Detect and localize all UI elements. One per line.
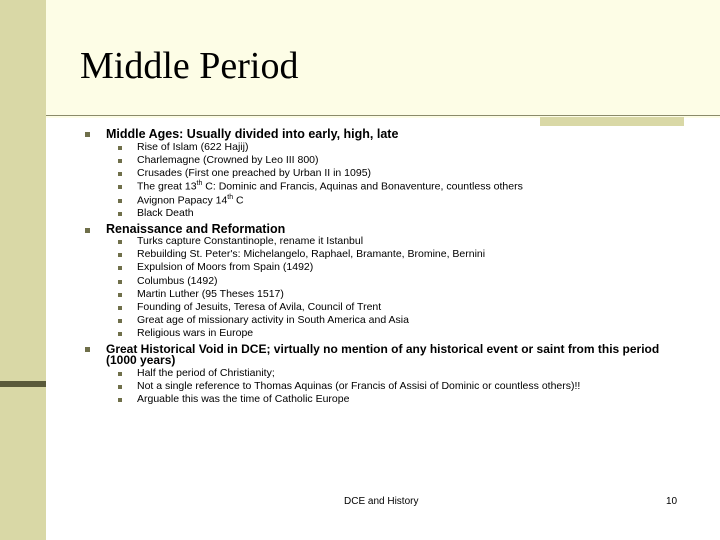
bullet-icon bbox=[118, 306, 122, 310]
bullet-icon bbox=[118, 240, 122, 244]
section-heading: Great Historical Void in DCE; virtually no mention of any historical event or saint from this period bbox=[106, 342, 660, 356]
slide-title: Middle Period bbox=[80, 45, 299, 87]
list-item: Avignon Papacy 14th C bbox=[137, 194, 244, 207]
bullet-icon bbox=[118, 385, 122, 389]
bullet-icon bbox=[118, 159, 122, 163]
section-heading: Renaissance and Reformation bbox=[106, 222, 286, 236]
list-item: Rise of Islam (622 Hajij) bbox=[137, 141, 249, 153]
bullet-icon bbox=[85, 228, 90, 233]
bullet-icon bbox=[118, 199, 122, 203]
bullet-icon bbox=[85, 347, 90, 352]
bullet-icon bbox=[118, 319, 122, 323]
list-item: Martin Luther (95 Theses 1517) bbox=[137, 288, 284, 300]
list-item: The great 13th C: Dominic and Francis, Aquinas and Bonaventure, countless others bbox=[137, 180, 523, 193]
list-item: Arguable this was the time of Catholic Europe bbox=[137, 393, 350, 405]
list-item: Turks capture Constantinople, rename it Istanbul bbox=[137, 235, 364, 247]
bullet-icon bbox=[118, 266, 122, 270]
bullet-icon bbox=[118, 293, 122, 297]
list-item: Rebuilding St. Peter's: Michelangelo, Raphael, Bramante, Bromine, Bernini bbox=[137, 248, 486, 260]
bullet-icon bbox=[118, 253, 122, 257]
bullet-icon bbox=[118, 372, 122, 376]
bullet-icon bbox=[118, 172, 122, 176]
section-heading: Middle Ages: Usually divided into early, high, late bbox=[106, 127, 399, 141]
list-item: Great age of missionary activity in South America and Asia bbox=[137, 314, 409, 326]
list-item: Religious wars in Europe bbox=[137, 327, 254, 339]
list-item: Half the period of Christianity; bbox=[137, 367, 275, 379]
bullet-icon bbox=[118, 185, 122, 189]
bullet-icon bbox=[118, 332, 122, 336]
list-item: Black Death bbox=[137, 207, 194, 219]
section-heading-continued: (1000 years) bbox=[106, 353, 176, 367]
list-item: Expulsion of Moors from Spain (1492) bbox=[137, 261, 314, 273]
list-item: Crusades (First one preached by Urban II in 1095) bbox=[137, 167, 372, 179]
bullet-icon bbox=[85, 132, 90, 137]
footer-text: DCE and History bbox=[344, 496, 419, 507]
bullet-icon bbox=[118, 212, 122, 216]
bullet-icon bbox=[118, 398, 122, 402]
page-number: 10 bbox=[666, 496, 678, 507]
list-item: Founding of Jesuits, Teresa of Avila, Council of Trent bbox=[137, 301, 382, 313]
list-item: Charlemagne (Crowned by Leo III 800) bbox=[137, 154, 319, 166]
list-item: Columbus (1492) bbox=[137, 275, 218, 287]
bullet-icon bbox=[118, 280, 122, 284]
bullet-icon bbox=[118, 146, 122, 150]
list-item: Not a single reference to Thomas Aquinas (or Francis of Assisi of Dominic or countless others)!! bbox=[137, 380, 581, 392]
